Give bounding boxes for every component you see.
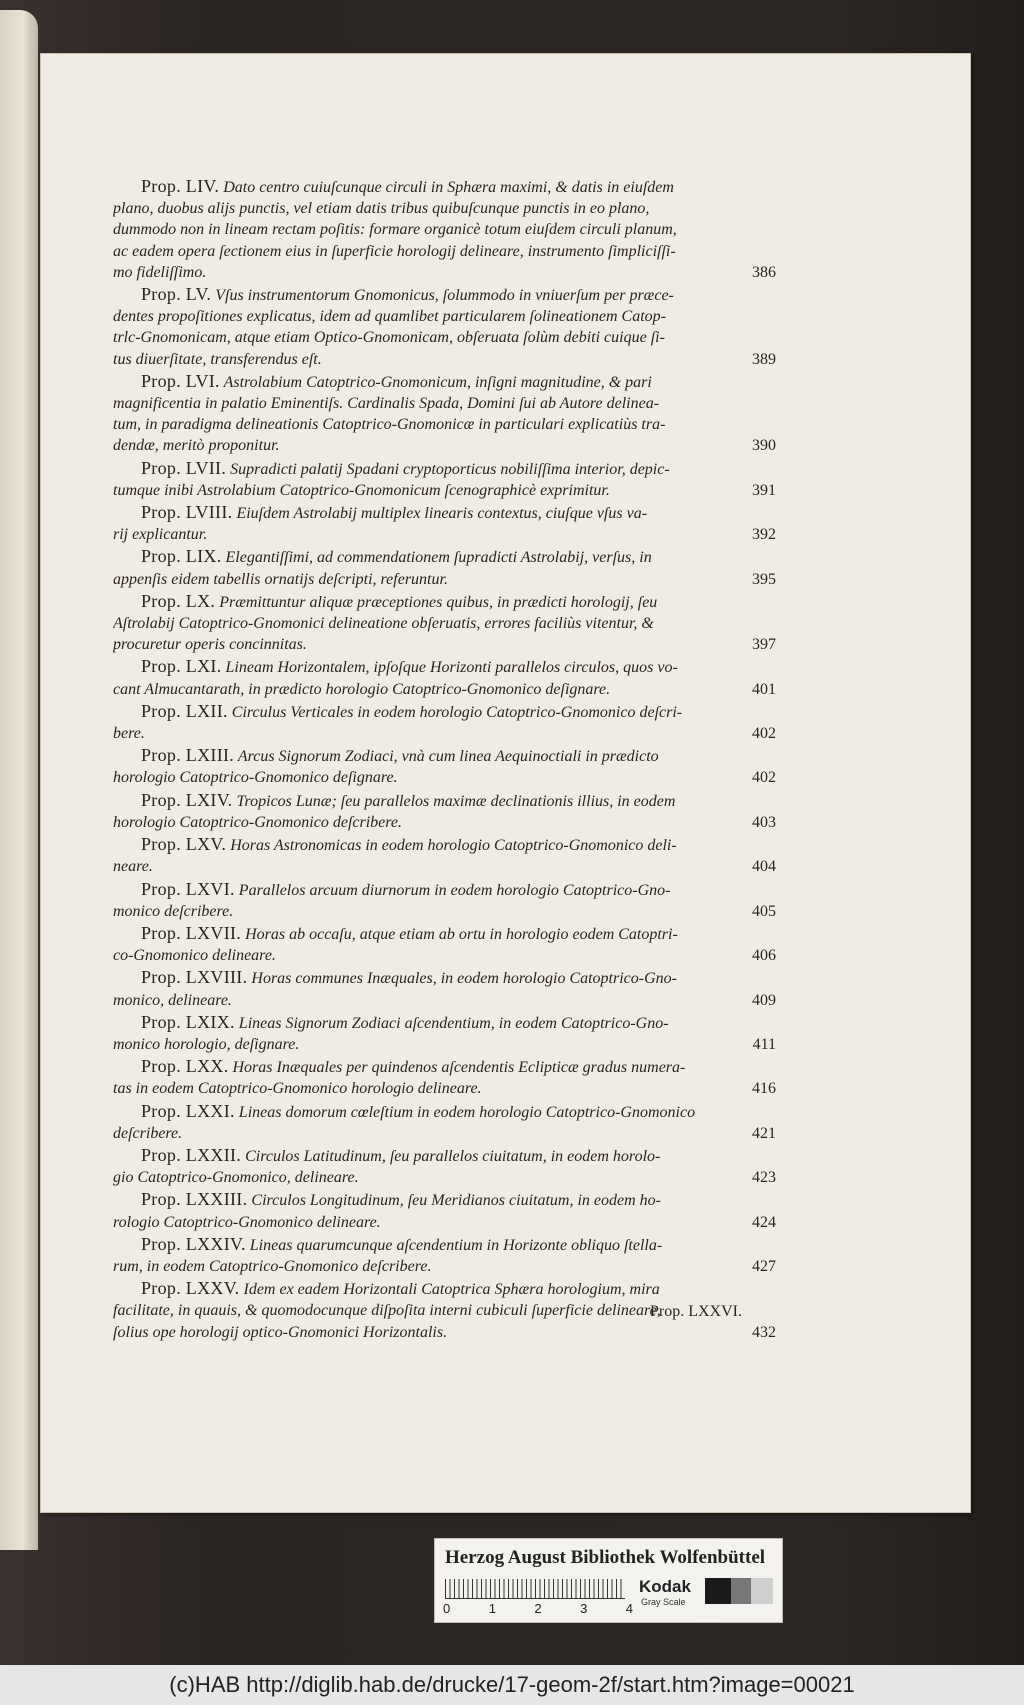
toc-entry (113, 1101, 776, 1144)
toc-line (113, 990, 776, 1011)
toc-line (113, 262, 776, 283)
toc-line (113, 679, 776, 700)
page-number: 424 (752, 1213, 776, 1231)
toc-line (113, 414, 776, 435)
toc-line (113, 701, 776, 723)
proposition-text: dendæ, meritò proponitur. (113, 437, 280, 455)
kodak-subtitle: Gray Scale (641, 1597, 686, 1607)
toc-line (113, 767, 776, 788)
proposition-text: Tropicos Lunæ; ſeu parallelos maximæ declinationis illius, in eodem (236, 792, 676, 810)
ruler-number: 0 (443, 1601, 451, 1616)
toc-line (113, 241, 776, 262)
ruler-numbers (443, 1601, 633, 1616)
toc-entry (113, 458, 776, 501)
toc-entry (113, 546, 776, 589)
toc-line (113, 1034, 776, 1055)
proposition-text: bere. (113, 725, 145, 743)
proposition-text: tum, in paradigma delineationis Catoptrico-Gnomonicæ in particulari explicatiùs tra- (113, 416, 666, 434)
toc-line (113, 1322, 776, 1343)
previous-page-edge (0, 10, 38, 1550)
toc-line (113, 1256, 776, 1277)
proposition-text: rum, in eodem Catoptrico-Gnomonico deſcribere. (113, 1257, 432, 1275)
page-number: 405 (752, 902, 776, 920)
proposition-number: Prop. LVIII. (141, 502, 233, 523)
ruler-number: 4 (625, 1601, 633, 1616)
toc-entry (113, 923, 776, 966)
toc-line (113, 1278, 776, 1300)
proposition-text: magnificentia in palatio Eminentiſs. Cardinalis Spada, Domini ſui ab Autore delinea- (113, 395, 660, 413)
toc-line (113, 393, 776, 414)
page-number: 411 (752, 1035, 776, 1053)
proposition-text: monico deſcribere. (113, 902, 234, 920)
toc-line (113, 546, 776, 568)
proposition-number: Prop. LVII. (141, 457, 227, 478)
toc-line (113, 1189, 776, 1211)
toc-entry (113, 284, 776, 370)
proposition-number: Prop. LXIV. (141, 789, 233, 810)
page-number: 392 (752, 526, 776, 544)
toc-line (113, 569, 776, 590)
proposition-text: tus diuerſitate, transferendus eſt. (113, 350, 322, 368)
proposition-text: ac eadem opera ſectionem eius in ſuperficie horologij delineare, instrumento ſimpliciſſi- (113, 242, 676, 260)
ruler-number: 2 (534, 1601, 542, 1616)
toc-entry (113, 1145, 776, 1188)
ruler-number: 1 (488, 1601, 496, 1616)
toc-line (113, 656, 776, 678)
toc-entry (113, 1056, 776, 1099)
proposition-text: Horas ab occaſu, atque etiam ab ortu in horologio eodem Catoptri- (245, 925, 678, 943)
proposition-number: Prop. LXXII. (141, 1144, 242, 1165)
toc-line (113, 1078, 776, 1099)
proposition-text: ſolius ope horologij optico-Gnomonici Horizontalis. (113, 1323, 448, 1341)
toc-entry (113, 591, 776, 656)
toc-line (113, 1234, 776, 1256)
proposition-text: Circulos Longitudinum, ſeu Meridianos ciuitatum, in eodem ho- (251, 1192, 661, 1210)
proposition-text: trlc-Gnomonicam, atque etiam Optico-Gnomonicam, obſeruata ſolùm debiti cuique ſi- (113, 329, 665, 347)
proposition-text: gio Catoptrico-Gnomonico, delineare. (113, 1169, 359, 1187)
proposition-text: procuretur operis concinnitas. (113, 636, 307, 654)
toc-line (113, 834, 776, 856)
toc-line (113, 856, 776, 877)
kodak-logo: Kodak (639, 1577, 691, 1596)
proposition-text: Horas communes Inæquales, in eodem horologio Catoptrico-Gno- (251, 970, 677, 988)
toc-line (113, 327, 776, 348)
page-number: 395 (752, 570, 776, 588)
page-number: 406 (752, 947, 776, 965)
toc-line (113, 458, 776, 480)
page-number: 404 (752, 858, 776, 876)
proposition-text: dummodo non in lineam rectam poſitis: formare organicè totum eiuſdem circuli planum, (113, 221, 677, 239)
proposition-number: Prop. LXX. (141, 1056, 229, 1077)
toc-entry (113, 701, 776, 744)
proposition-text: Parallelos arcuum diurnorum in eodem horologio Catoptrico-Gno- (238, 881, 671, 899)
proposition-text: neare. (113, 858, 153, 876)
library-name: Herzog August Bibliothek Wolfenbüttel (445, 1547, 766, 1568)
proposition-text: tas in eodem Catoptrico-Gnomonico horologio delineare. (113, 1080, 482, 1098)
toc-line (113, 723, 776, 744)
table-of-contents (113, 176, 776, 1344)
proposition-number: Prop. LIV. (141, 176, 220, 196)
proposition-text: Elegantiſſimi, ad commendationem ſupradicti Astrolabij, verſus, in (225, 549, 652, 567)
toc-entry (113, 1234, 776, 1277)
proposition-number: Prop. LXIX. (141, 1011, 235, 1032)
proposition-text: Vſus instrumentorum Gnomonicus, ſolummodo in vniuerſum per præce- (215, 287, 674, 305)
proposition-text: Aſtrolabij Catoptrico-Gnomonici delineatione obſeruatis, errores faciliùs vitentur, & (113, 615, 654, 633)
proposition-text: Præmittuntur aliquæ præceptiones quibus, in prædicti horologij, ſeu (219, 593, 658, 611)
proposition-number: Prop. LXVIII. (141, 967, 248, 988)
page-number: 402 (752, 769, 776, 787)
page-number: 397 (752, 636, 776, 654)
toc-line (113, 745, 776, 767)
toc-entry (113, 656, 776, 699)
proposition-number: Prop. LXI. (141, 656, 222, 677)
proposition-number: Prop. LXIII. (141, 745, 235, 766)
proposition-number: Prop. LXXIV. (141, 1233, 246, 1254)
toc-line (113, 349, 776, 370)
ruler-number: 3 (580, 1601, 588, 1616)
proposition-number: Prop. LV. (141, 284, 212, 305)
proposition-number: Prop. LXVII. (141, 922, 242, 943)
proposition-number: Prop. LIX. (141, 546, 222, 567)
proposition-text: rologio Catoptrico-Gnomonico delineare. (113, 1213, 381, 1231)
copyright-footer[interactable]: (c)HAB http://diglib.hab.de/drucke/17-geom-2f/start.htm?image=00021 (0, 1665, 1024, 1705)
toc-entry (113, 745, 776, 788)
toc-line (113, 1101, 776, 1123)
proposition-text: tumque inibi Astrolabium Catoptrico-Gnomonicum ſcenographicè exprimitur. (113, 481, 610, 499)
toc-line (113, 901, 776, 922)
page-number: 402 (752, 725, 776, 743)
toc-entry (113, 834, 776, 877)
proposition-number: Prop. LXXI. (141, 1100, 235, 1121)
proposition-text: Arcus Signorum Zodiaci, vnà cum linea Aequinoctiali in prædicto (237, 748, 659, 766)
toc-line (113, 967, 776, 989)
proposition-text: Circulos Latitudinum, ſeu parallelos ciuitatum, in eodem horolo- (245, 1147, 661, 1165)
page-number: 391 (752, 481, 776, 499)
gray-swatch-mid (731, 1578, 751, 1604)
proposition-number: Prop. LXVI. (141, 878, 235, 899)
toc-line (113, 198, 776, 219)
proposition-text: deſcribere. (113, 1124, 183, 1142)
toc-line (113, 790, 776, 812)
proposition-number: Prop. LXXV. (141, 1278, 240, 1299)
toc-entry (113, 371, 776, 457)
toc-entry (113, 502, 776, 545)
toc-line (113, 945, 776, 966)
toc-line (113, 1212, 776, 1233)
gray-swatch-light (751, 1578, 773, 1604)
toc-line (113, 219, 776, 240)
proposition-text: appenſis eidem tabellis ornatijs deſcripti, referuntur. (113, 570, 448, 588)
proposition-text: Lineas quarumcunque aſcendentium in Horizonte obliquo ſtella- (249, 1236, 663, 1254)
proposition-text: monico horologio, deſignare. (113, 1035, 300, 1053)
toc-line (113, 1145, 776, 1167)
proposition-text: Lineas domorum cœleſtium in eodem horologio Catoptrico-Gnomonico (238, 1103, 696, 1121)
proposition-text: Idem ex eadem Horizontali Catoptrica Sphæra horologium, mira (243, 1281, 660, 1299)
page-number: 432 (752, 1323, 776, 1341)
ruler-scale (445, 1579, 625, 1599)
toc-line (113, 1167, 776, 1188)
page-number: 423 (752, 1169, 776, 1187)
toc-line (113, 1012, 776, 1034)
proposition-text: horologio Catoptrico-Gnomonico deſcribere. (113, 813, 402, 831)
page-number: 403 (752, 813, 776, 831)
proposition-number: Prop. LXXIII. (141, 1189, 248, 1210)
proposition-text: rij explicantur. (113, 526, 208, 544)
toc-line (113, 613, 776, 634)
page-number: 389 (752, 350, 776, 368)
proposition-number: Prop. LXII. (141, 700, 228, 721)
toc-line (113, 524, 776, 545)
toc-entry (113, 790, 776, 833)
toc-entry (113, 1012, 776, 1055)
catchword: Prop. LXXVI. (650, 1303, 742, 1320)
proposition-text: co-Gnomonico delineare. (113, 947, 276, 965)
page-number: 427 (752, 1257, 776, 1275)
toc-line (113, 634, 776, 655)
proposition-number: Prop. LX. (141, 590, 216, 611)
proposition-text: Horas Inæquales per quindenos aſcendentis Eclipticæ gradus numera- (232, 1059, 686, 1077)
proposition-text: Supradicti palatij Spadani cryptoporticus nobiliſſima interior, depic- (230, 460, 670, 478)
proposition-text: Lineam Horizontalem, ipſoſque Horizonti parallelos circulos, quos vo- (225, 659, 678, 677)
proposition-text: Dato centro cuiuſcunque circuli in Sphæra maximi, & datis in eiuſdem (223, 179, 674, 196)
toc-line (113, 879, 776, 901)
toc-line (113, 1123, 776, 1144)
page-number: 421 (752, 1124, 776, 1142)
proposition-text: plano, duobus alijs punctis, vel etiam datis tribus quibuſcunque punctis in eo plano, (113, 200, 650, 218)
toc-line (113, 284, 776, 306)
proposition-number: Prop. LVI. (141, 370, 220, 391)
page-number: 401 (752, 680, 776, 698)
gray-swatch-dark (705, 1578, 731, 1604)
proposition-text: cant Almucantarath, in prædicto horologio Catoptrico-Gnomonico deſignare. (113, 680, 611, 698)
toc-line (113, 1056, 776, 1078)
toc-line (113, 371, 776, 393)
toc-entry (113, 967, 776, 1010)
toc-line (113, 923, 776, 945)
page-number: 390 (752, 437, 776, 455)
scale-card (434, 1538, 783, 1623)
proposition-text: horologio Catoptrico-Gnomonico deſignare. (113, 769, 398, 787)
proposition-text: Circulus Verticales in eodem horologio Catoptrico-Gnomonico deſcri- (231, 703, 683, 721)
proposition-text: Horas Astronomicas in eodem horologio Catoptrico-Gnomonico deli- (230, 837, 677, 855)
proposition-text: mo fideliſſimo. (113, 263, 207, 281)
proposition-text: monico, delineare. (113, 991, 232, 1009)
toc-line (113, 306, 776, 327)
toc-line (113, 502, 776, 524)
proposition-text: dentes propoſitiones explicatus, idem ad quamlibet particularem ſolineationem Catop- (113, 308, 666, 326)
toc-entry (113, 176, 776, 283)
page-number: 409 (752, 991, 776, 1009)
proposition-text: Eiuſdem Astrolabij multiplex linearis contextus, ciuſque vſus va- (236, 505, 648, 523)
toc-entry (113, 879, 776, 922)
toc-line (113, 591, 776, 613)
page-number: 416 (752, 1080, 776, 1098)
toc-entry (113, 1189, 776, 1232)
toc-line (113, 480, 776, 501)
page-number: 386 (752, 263, 776, 281)
proposition-text: facilitate, in quauis, & quomodocunque diſpoſita interni cubiculi ſuperficie delineare, (113, 1302, 661, 1320)
proposition-text: Lineas Signorum Zodiaci aſcendentium, in eodem Catoptrico-Gno- (238, 1014, 669, 1032)
toc-line (113, 812, 776, 833)
toc-line (113, 176, 776, 198)
proposition-text: Astrolabium Catoptrico-Gnomonicum, inſigni magnitudine, & pari (223, 373, 652, 391)
proposition-number: Prop. LXV. (141, 834, 227, 855)
toc-line (113, 435, 776, 456)
